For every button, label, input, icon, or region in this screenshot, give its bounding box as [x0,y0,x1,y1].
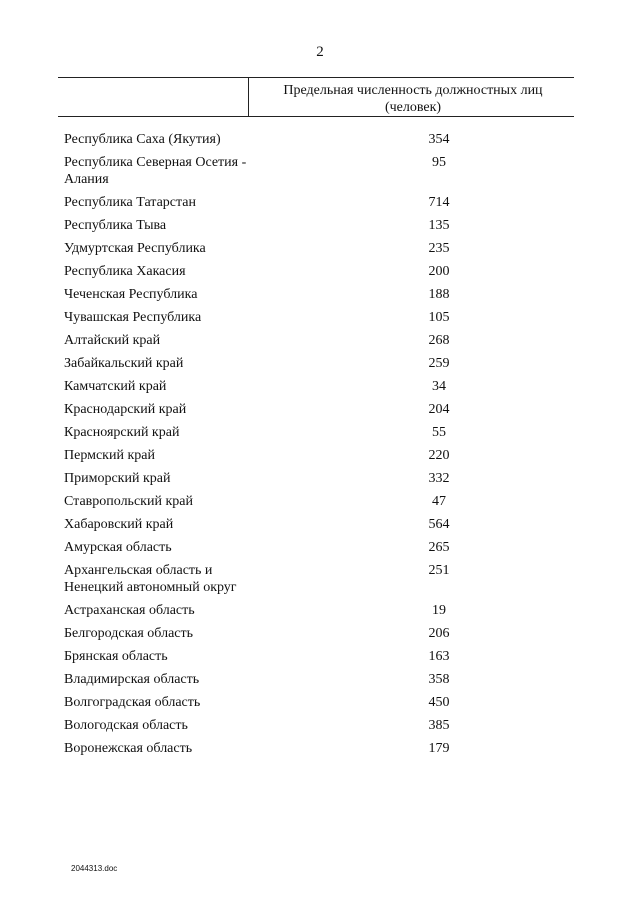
table-row [64,516,584,539]
region-name: Архангельская область и Ненецкий автономный округ [64,563,237,595]
limit-value: 188 [428,287,450,302]
region-name: Республика Татарстан [64,195,197,210]
table-row [64,424,584,447]
limit-value: 179 [428,741,450,756]
region-name: Чувашская Республика [64,310,202,325]
region-name: Белгородская область [64,626,194,641]
limit-value: 135 [428,218,450,233]
limit-value: 385 [428,718,450,733]
limit-value: 268 [428,333,450,348]
region-name: Краснодарский край [64,402,187,417]
table-row [64,671,584,694]
limit-value: 714 [428,195,450,210]
limit-value: 450 [428,695,450,710]
region-name: Вологодская область [64,718,188,733]
limit-value: 204 [428,402,450,417]
region-name: Хабаровский край [64,517,174,532]
limit-value: 564 [428,517,450,532]
table-row [64,493,584,516]
limit-value: 55 [432,425,446,440]
table-row [64,154,584,194]
table-row [64,240,584,263]
table-row [64,286,584,309]
column-header-line2: (человек) [384,100,442,115]
table-header [58,77,574,117]
region-name: Брянская область [64,649,168,664]
limit-value: 95 [432,155,446,170]
region-name: Забайкальский край [64,356,184,371]
region-name: Республика Хакасия [64,264,186,279]
document-filename: 2044313.doc [71,864,118,873]
region-name: Красноярский край [64,425,180,440]
table-row [64,355,584,378]
table-row [64,332,584,355]
region-name: Алтайский край [64,333,161,348]
column-header-limit-count [252,82,574,116]
limit-value: 34 [432,379,446,394]
table-row [64,470,584,493]
limit-value: 200 [428,264,450,279]
limit-value: 358 [428,672,450,687]
limit-value: 265 [428,540,450,555]
limit-value: 163 [428,649,450,664]
table-row [64,694,584,717]
table-row [64,562,584,602]
table-row [64,263,584,286]
region-table-body [64,131,584,763]
region-name: Республика Тыва [64,218,167,233]
table-row [64,217,584,240]
region-name: Амурская область [64,540,172,555]
region-name: Пермский край [64,448,155,463]
limit-value: 105 [428,310,450,325]
region-name: Республика Северная Осетия - Алания [64,155,247,187]
table-row [64,602,584,625]
table-row [64,717,584,740]
limit-value: 259 [428,356,450,371]
column-header-line1: Предельная численность должностных лиц [283,83,543,98]
table-row [64,447,584,470]
region-name: Владимирская область [64,672,200,687]
table-row [64,401,584,424]
region-name: Удмуртская Республика [64,241,206,256]
limit-value: 332 [428,471,450,486]
limit-value: 19 [432,603,446,618]
table-row [64,648,584,671]
table-row [64,740,584,763]
limit-value: 220 [428,448,450,463]
region-name: Камчатский край [64,379,167,394]
region-name: Воронежская область [64,741,193,756]
header-column-divider [248,78,249,116]
table-row [64,539,584,562]
limit-value: 235 [428,241,450,256]
limit-value: 47 [432,494,446,509]
region-name: Волгоградская область [64,695,201,710]
table-row [64,131,584,154]
region-name: Астраханская область [64,603,195,618]
limit-value: 251 [428,563,450,578]
table-row [64,378,584,401]
table-row [64,194,584,217]
table-row [64,625,584,648]
page-number: 2 [316,44,324,60]
region-name: Чеченская Республика [64,287,198,302]
region-name: Ставропольский край [64,494,193,509]
table-row [64,309,584,332]
region-name: Республика Саха (Якутия) [64,132,221,147]
limit-value: 354 [428,132,450,147]
limit-value: 206 [428,626,450,641]
region-name: Приморский край [64,471,171,486]
